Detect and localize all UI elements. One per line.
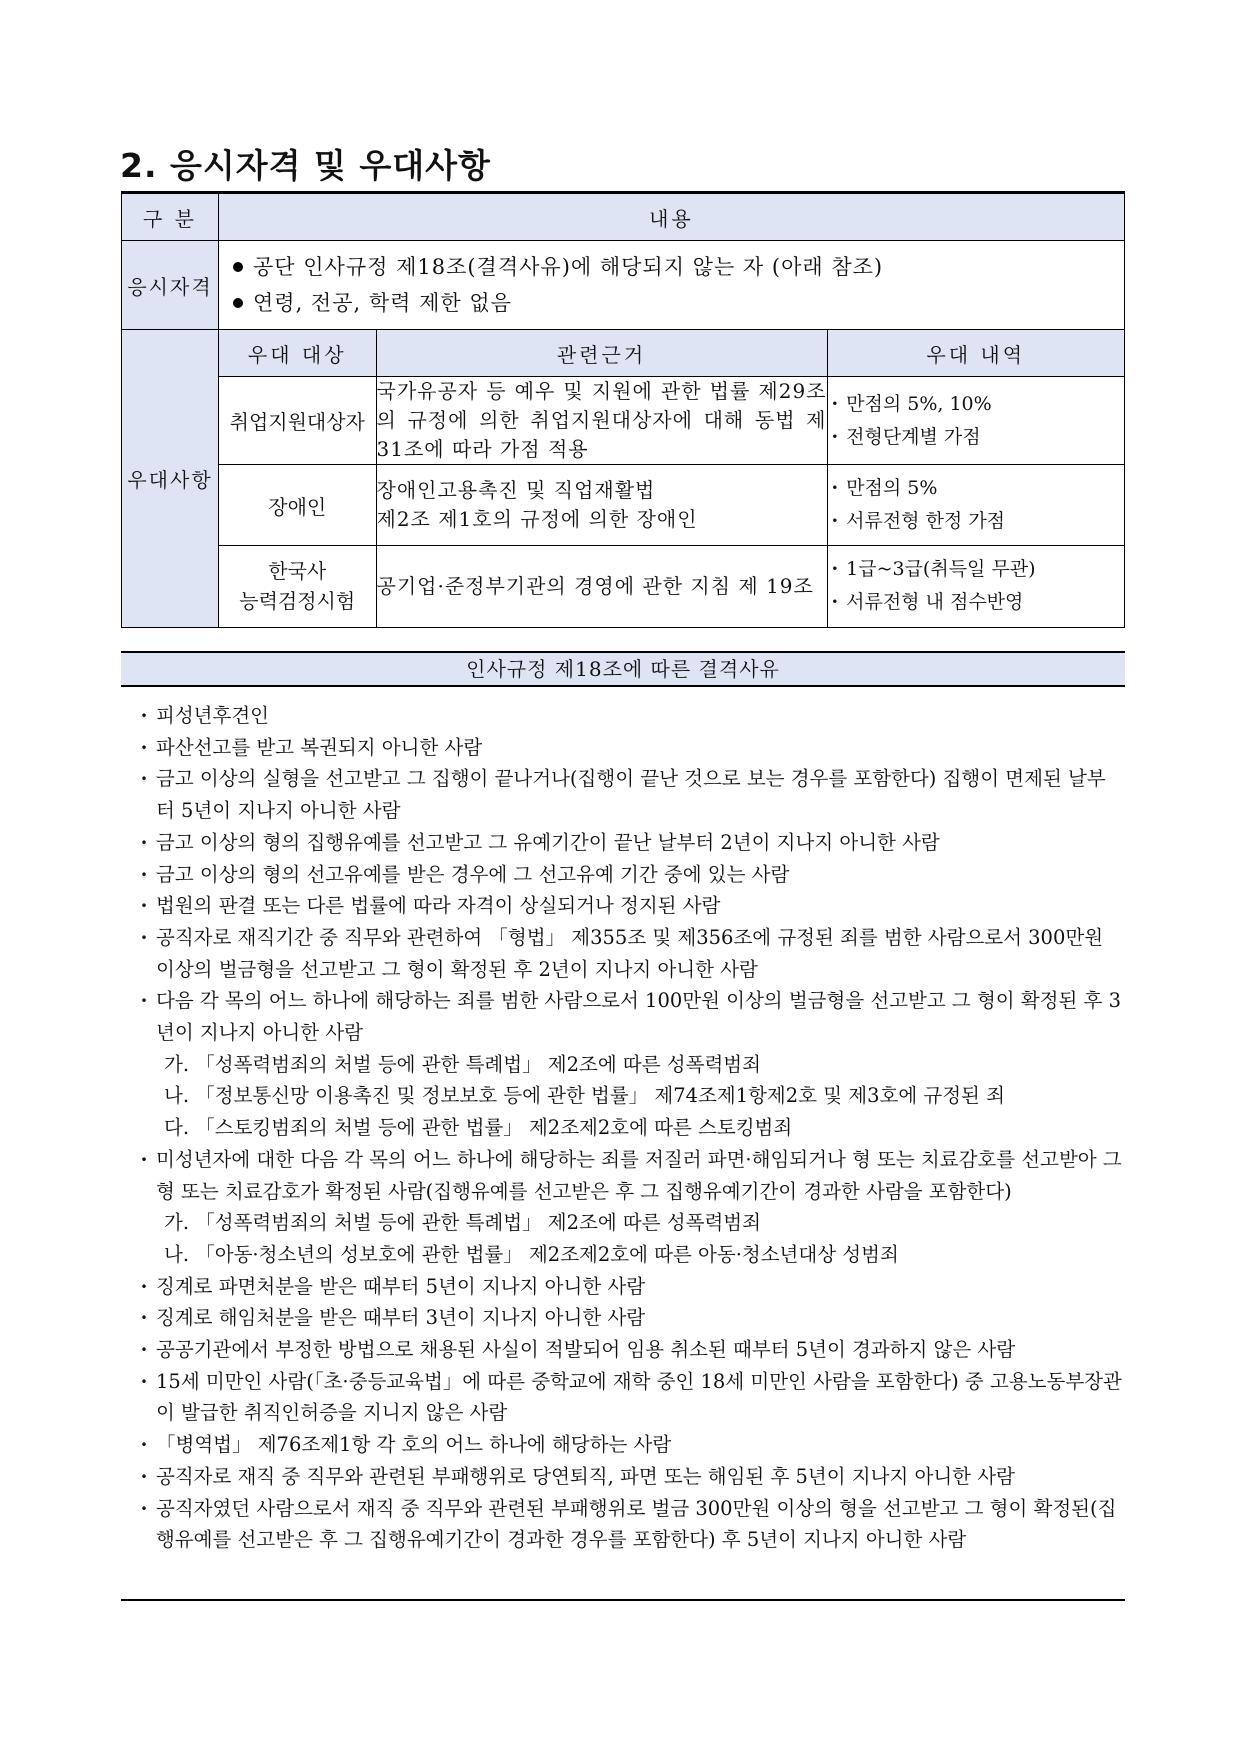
preference-label: 우대사항 [122, 330, 219, 628]
col-benefit: 우대 내역 [827, 330, 1124, 377]
list-subitem: 나. 「아동·청소년의 성보호에 관한 법률」 제2조제2호에 따른 아동·청소년대상 성범죄 [164, 1242, 899, 1266]
benefit-cell [827, 546, 1124, 627]
col-basis: 관련근거 [376, 330, 827, 377]
qualification-item: 연령, 전공, 학력 제한 없음 [229, 285, 1114, 321]
benefit-item: · 만점의 5%, 10% [832, 388, 1121, 421]
benefit-item: · 서류전형 내 점수반영 [832, 586, 1121, 619]
qualification-preference-table [121, 191, 1125, 628]
list-item: · 「병역법」 제76조제1항 각 호의 어느 하나에 해당하는 사람 [132, 1429, 1122, 1461]
list-item: · 금고 이상의 형의 집행유예를 선고받고 그 유예기간이 끝난 날부터 2년이 지나지 아니한 사람 [132, 827, 1122, 859]
basis-cell: 국가유공자 등 예우 및 지원에 관한 법률 제29조의 규정에 의한 취업지원대상자에 대해 동법 제31조에 따라 가점 적용 [376, 377, 827, 465]
list-item: · 공직자로 재직 중 직무와 관련된 부패행위로 당연퇴직, 파면 또는 해임된 후 5년이 지나지 아니한 사람 [132, 1461, 1122, 1493]
benefit-item: · 만점의 5% [832, 472, 1121, 505]
qualification-label: 응시자격 [122, 241, 219, 330]
list-item: · 징계로 해임처분을 받은 때부터 3년이 지나지 아니한 사람 [132, 1302, 1122, 1334]
benefit-cell [827, 377, 1124, 465]
preference-row-korean-history [219, 546, 1124, 627]
basis-cell: 공기업·준정부기관의 경영에 관한 지침 제 19조 [376, 546, 827, 627]
list-item: · 금고 이상의 형의 선고유예를 받은 경우에 그 선고유예 기간 중에 있는 사람 [132, 859, 1122, 891]
benefit-cell [827, 465, 1124, 546]
disqualification-list [132, 700, 1122, 1556]
list-item: · 공공기관에서 부정한 방법으로 채용된 사실이 적발되어 임용 취소된 때부터 5년이 경과하지 않은 사람 [132, 1334, 1122, 1366]
disqualification-title: 인사규정 제18조에 따른 결격사유 [121, 651, 1125, 687]
list-item: · 미성년자에 대한 다음 각 목의 어느 하나에 해당하는 죄를 저질러 파면·해임되거나 형 또는 치료감호를 선고받아 그 형 또는 치료감호가 확정된 사람(집행유예를 선고받은 후 그 집행유예기간이 경과한 사람을 포함한다) [132, 1144, 1122, 1207]
target-line: 한국사 [268, 559, 327, 584]
table-header-row [122, 193, 1125, 241]
bullet-icon [233, 262, 243, 272]
list-item: · 15세 미만인 사람(「초·중등교육법」에 따른 중학교에 재학 중인 18세 미만인 사람을 포함한다) 중 고용노동부장관이 발급한 취직인허증을 지니지 않은 사람 [132, 1366, 1122, 1429]
preference-row-disabled [219, 465, 1124, 546]
list-item: · 징계로 파면처분을 받은 때부터 5년이 지나지 아니한 사람 [132, 1271, 1122, 1303]
basis-cell [376, 465, 827, 546]
list-item: · 파산선고를 받고 복권되지 아니한 사람 [132, 732, 1122, 764]
target-cell [219, 546, 376, 627]
header-content: 내용 [219, 193, 1125, 241]
preference-row [122, 330, 1125, 628]
page-title: 2. 응시자격 및 우대사항 [120, 146, 491, 185]
bottom-divider [121, 1599, 1125, 1601]
target-cell: 장애인 [219, 465, 376, 546]
basis-line: 장애인고용촉진 및 직업재활법 [376, 478, 656, 502]
qualification-item: 공단 인사규정 제18조(결격사유)에 해당되지 않는 자 (아래 참조) [229, 249, 1114, 285]
basis-line: 제2조 제1호의 규정에 의한 장애인 [376, 507, 698, 531]
preference-row-employment [219, 377, 1124, 465]
list-item: · 공직자로 재직기간 중 직무와 관련하여 「형법」 제355조 및 제356조에 규정된 죄를 범한 사람으로서 300만원 이상의 벌금형을 선고받고 그 형이 확정된 후 2년이 지나지 아니한 사람 [132, 922, 1122, 985]
list-item: · 피성년후견인 [132, 700, 1122, 732]
target-cell: 취업지원대상자 [219, 377, 376, 465]
list-subitem: 가. 「성폭력범죄의 처벌 등에 관한 특례법」 제2조에 따른 성폭력범죄 [164, 1211, 761, 1235]
list-subitem: 가. 「성폭력범죄의 처벌 등에 관한 특례법」 제2조에 따른 성폭력범죄 [164, 1052, 761, 1076]
preference-header-row [219, 330, 1124, 377]
preference-content [219, 330, 1125, 628]
header-category: 구 분 [122, 193, 219, 241]
preference-table [219, 330, 1124, 627]
benefit-item: · 서류전형 한정 가점 [832, 505, 1121, 538]
bullet-icon [233, 298, 243, 308]
qualification-row [122, 241, 1125, 330]
target-line: 능력검정시험 [239, 589, 356, 614]
list-item: · 법원의 판결 또는 다른 법률에 따라 자격이 상실되거나 정지된 사람 [132, 890, 1122, 922]
col-target: 우대 대상 [219, 330, 376, 377]
list-item: · 공직자였던 사람으로서 재직 중 직무와 관련된 부패행위로 벌금 300만원 이상의 형을 선고받고 그 형이 확정된(집행유예를 선고받은 후 그 집행유예기간이 경과한 경우를 포함한다) 후 5년이 지나지 아니한 사람 [132, 1493, 1122, 1556]
list-item: · 금고 이상의 실형을 선고받고 그 집행이 끝나거나(집행이 끝난 것으로 보는 경우를 포함한다) 집행이 면제된 날부터 5년이 지나지 아니한 사람 [132, 763, 1122, 826]
benefit-item: · 1급~3급(취득일 무관) [832, 553, 1121, 586]
list-subitem: 나. 「정보통신망 이용촉진 및 정보보호 등에 관한 법률」 제74조제1항제2호 및 제3호에 규정된 죄 [164, 1084, 1005, 1108]
list-item: · 다음 각 목의 어느 하나에 해당하는 죄를 범한 사람으로서 100만원 이상의 벌금형을 선고받고 그 형이 확정된 후 3년이 지나지 아니한 사람 [132, 985, 1122, 1048]
qualification-content [219, 241, 1125, 330]
list-subitem: 다. 「스토킹범죄의 처벌 등에 관한 법률」 제2조제2호에 따른 스토킹범죄 [164, 1116, 793, 1140]
benefit-item: · 전형단계별 가점 [832, 421, 1121, 454]
